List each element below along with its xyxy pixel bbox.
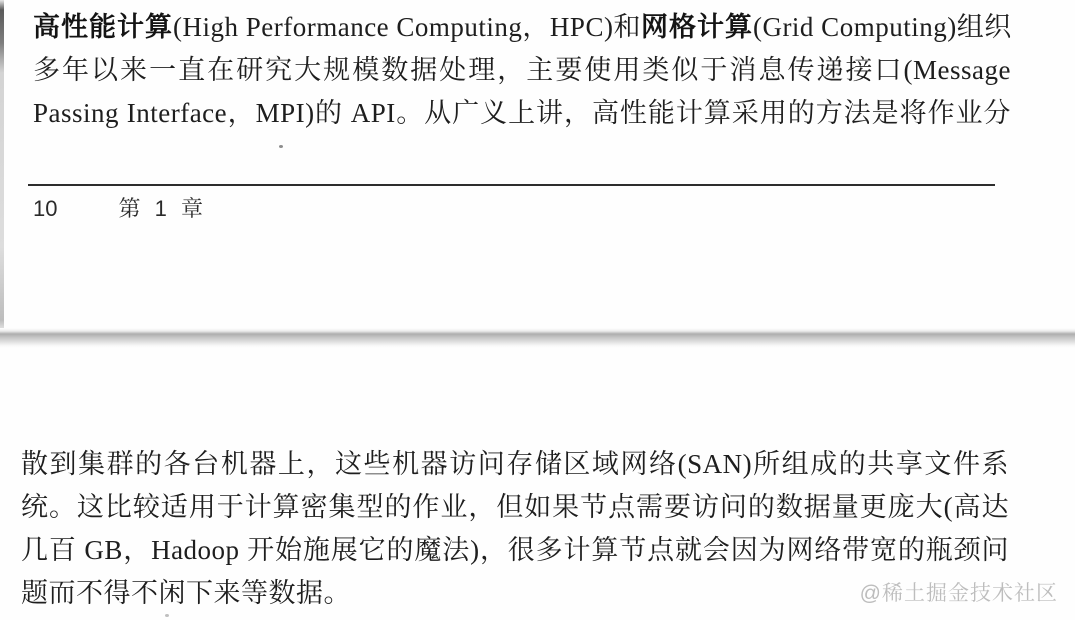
scan-artifact-dot [279,145,283,148]
paragraph-line: 题而不得不闲下来等数据。 [21,578,351,608]
line-text: (High Performance Computing，HPC)和 [173,12,641,42]
scan-left-edge-shadow [0,0,4,330]
paragraph-line [33,6,1011,49]
page-number: 10 [33,196,58,221]
paragraph-line: 多年以来一直在研究大规模数据处理，主要使用类似于消息传递接口(Message [33,55,1011,85]
bold-term-hpc: 高性能计算 [33,12,173,42]
paragraph-line: 散到集群的各台机器上，这些机器访问存储区域网络(SAN)所组成的共享文件系 [21,449,1009,479]
line-text: (Grid Computing)组织 [752,12,1012,42]
watermark: @稀土掘金技术社区 [859,582,1058,605]
page-footer [33,192,207,223]
chapter-title: 第 1 章 [118,196,207,221]
paragraph-line: 统。这比较适用于计算密集型的作业，但如果节点需要访问的数据量更庞大(高达 [21,492,1009,522]
footer-rule [28,184,995,186]
paragraph-line: 几百 GB，Hadoop 开始施展它的魔法)，很多计算节点就会因为网络带宽的瓶颈问 [21,535,1009,565]
paragraph-line: Passing Interface，MPI)的 API。从广义上讲，高性能计算采用的方法是将作业分 [33,98,1011,128]
top-page-paragraph [33,6,1011,135]
bold-term-grid: 网格计算 [640,12,753,42]
page-break-divider [0,328,1075,348]
scan-artifact-dot [165,614,169,617]
